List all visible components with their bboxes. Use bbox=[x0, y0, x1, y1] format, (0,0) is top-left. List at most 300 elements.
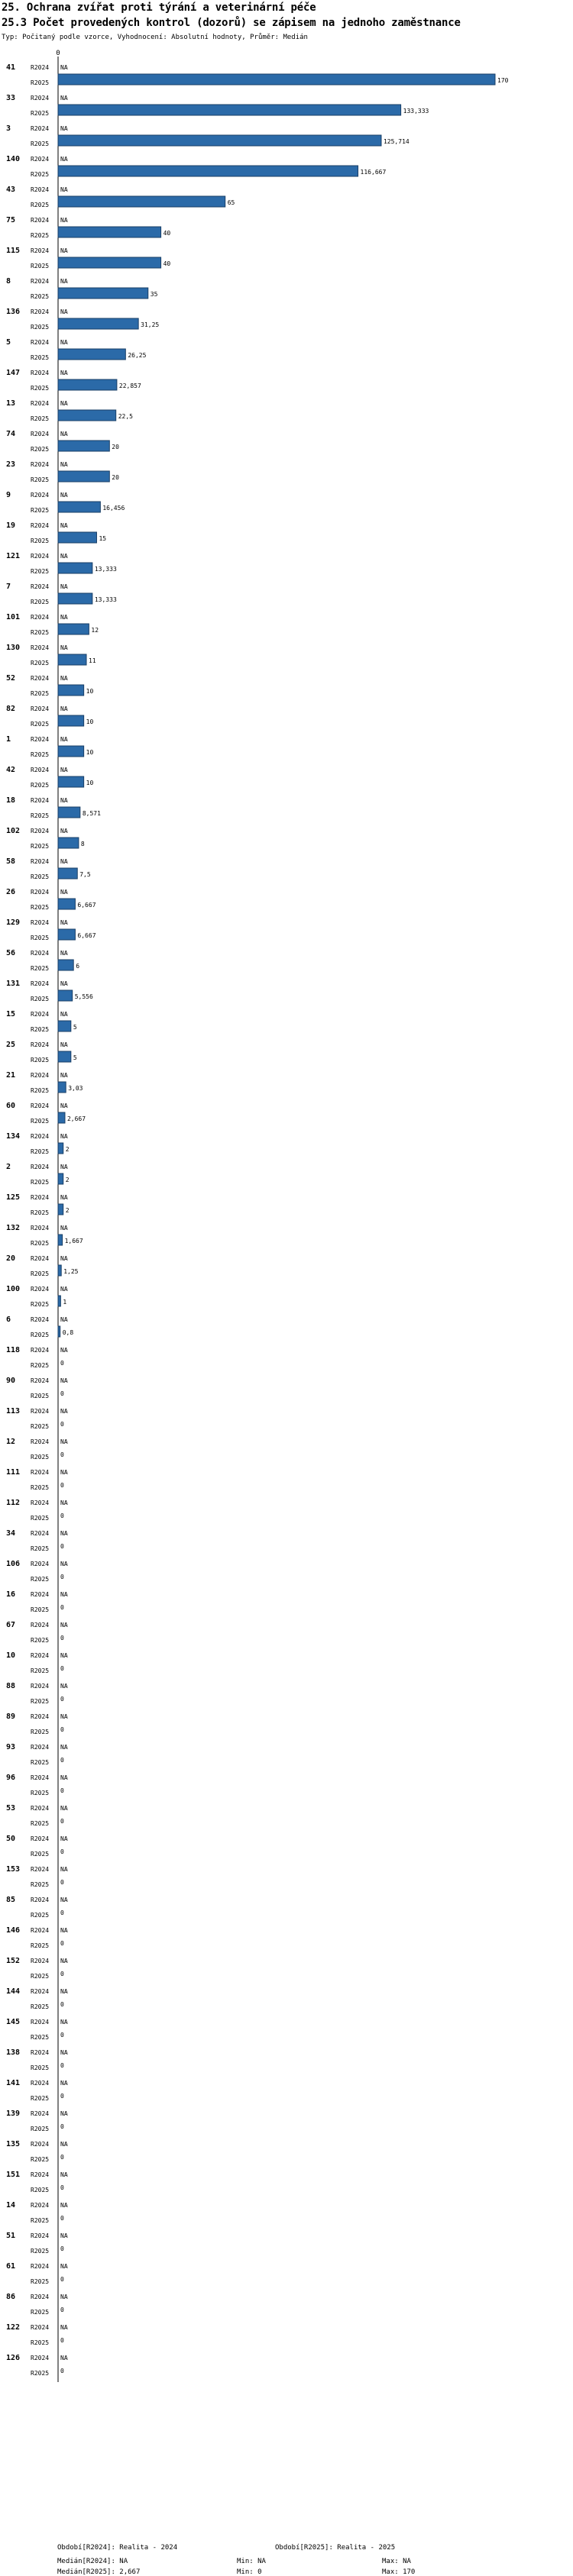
bar-r2025 bbox=[58, 776, 84, 787]
series-label-r2025: R2025 bbox=[31, 1057, 50, 1064]
series-label-r2024: R2024 bbox=[31, 1438, 50, 1445]
category-label: 33 bbox=[6, 94, 16, 102]
value-label-r2024: NA bbox=[60, 553, 68, 560]
footer-min-2024: Min: NA bbox=[237, 2558, 266, 2565]
bar-r2025 bbox=[58, 1265, 61, 1276]
series-label-r2024: R2024 bbox=[31, 2110, 50, 2117]
value-label-r2025: 0 bbox=[60, 1635, 64, 1641]
series-label-r2024: R2024 bbox=[31, 828, 50, 834]
category-label: 152 bbox=[6, 1957, 21, 1965]
bar-r2025 bbox=[58, 1326, 60, 1337]
series-label-r2025: R2025 bbox=[31, 354, 50, 361]
value-label-r2024: NA bbox=[60, 339, 68, 346]
bar-r2025 bbox=[58, 1204, 63, 1215]
category-label: 2 bbox=[6, 1163, 11, 1171]
category-label: 52 bbox=[6, 674, 16, 683]
bar-r2025 bbox=[58, 1143, 63, 1154]
value-label-r2024: NA bbox=[60, 1011, 68, 1018]
bar-r2025 bbox=[58, 654, 86, 665]
value-label-r2024: NA bbox=[60, 705, 68, 712]
value-label-r2024: NA bbox=[60, 1072, 68, 1079]
value-label-r2025: 0 bbox=[60, 1848, 64, 1855]
series-label-r2024: R2024 bbox=[31, 705, 50, 712]
category-label: 144 bbox=[6, 1987, 21, 1996]
category-label: 93 bbox=[6, 1743, 16, 1751]
bar-r2025 bbox=[58, 1021, 71, 1031]
value-label-r2025: 0 bbox=[60, 1726, 64, 1733]
value-label-r2024: NA bbox=[60, 1408, 68, 1415]
value-label-r2024: NA bbox=[60, 400, 68, 407]
value-label-r2024: NA bbox=[60, 1988, 68, 1995]
value-label-r2025: 0,8 bbox=[62, 1329, 74, 1336]
value-label-r2024: NA bbox=[60, 1469, 68, 1476]
series-label-r2024: R2024 bbox=[31, 2232, 50, 2239]
bar-r2025 bbox=[58, 74, 495, 85]
value-label-r2024: NA bbox=[60, 1652, 68, 1659]
value-label-r2025: 6,667 bbox=[77, 932, 96, 939]
value-label-r2024: NA bbox=[60, 583, 68, 590]
value-label-r2025: 0 bbox=[60, 2368, 64, 2374]
value-label-r2025: 0 bbox=[60, 1665, 64, 1672]
chart-title: 25. Ochrana zvířat proti týrání a veterinární péče bbox=[2, 2, 316, 14]
category-label: 60 bbox=[6, 1102, 16, 1110]
value-label-r2024: NA bbox=[60, 156, 68, 163]
value-label-r2025: 10 bbox=[86, 718, 94, 725]
category-label: 122 bbox=[6, 2323, 21, 2332]
series-label-r2025: R2025 bbox=[31, 232, 50, 239]
value-label-r2024: NA bbox=[60, 2141, 68, 2148]
value-label-r2025: 0 bbox=[60, 1421, 64, 1428]
series-label-r2025: R2025 bbox=[31, 690, 50, 697]
series-label-r2025: R2025 bbox=[31, 1576, 50, 1583]
series-label-r2024: R2024 bbox=[31, 889, 50, 896]
category-label: 82 bbox=[6, 705, 16, 713]
value-label-r2025: 40 bbox=[163, 260, 171, 267]
category-label: 90 bbox=[6, 1377, 16, 1385]
series-label-r2024: R2024 bbox=[31, 461, 50, 468]
category-label: 20 bbox=[6, 1254, 16, 1263]
category-label: 112 bbox=[6, 1499, 21, 1507]
value-label-r2025: 2 bbox=[65, 1146, 70, 1153]
series-label-r2024: R2024 bbox=[31, 95, 50, 102]
category-label: 132 bbox=[6, 1224, 21, 1232]
bar-r2025 bbox=[58, 960, 73, 970]
series-label-r2025: R2025 bbox=[31, 1759, 50, 1766]
value-label-r2024: NA bbox=[60, 1622, 68, 1629]
value-label-r2024: NA bbox=[60, 950, 68, 957]
value-label-r2024: NA bbox=[60, 1194, 68, 1201]
bar-r2025 bbox=[58, 1112, 65, 1123]
series-label-r2025: R2025 bbox=[31, 1454, 50, 1461]
series-label-r2025: R2025 bbox=[31, 2034, 50, 2041]
category-label: 134 bbox=[6, 1132, 21, 1141]
category-label: 75 bbox=[6, 216, 16, 224]
series-label-r2025: R2025 bbox=[31, 2278, 50, 2285]
category-label: 56 bbox=[6, 949, 16, 957]
series-label-r2024: R2024 bbox=[31, 980, 50, 987]
value-label-r2024: NA bbox=[60, 614, 68, 621]
bar-r2025 bbox=[58, 288, 148, 299]
value-label-r2024: NA bbox=[60, 1041, 68, 1048]
category-label: 12 bbox=[6, 1438, 16, 1446]
category-label: 131 bbox=[6, 980, 21, 988]
series-label-r2025: R2025 bbox=[31, 2187, 50, 2193]
series-label-r2024: R2024 bbox=[31, 1530, 50, 1537]
bar-r2025 bbox=[58, 471, 109, 482]
value-label-r2025: 0 bbox=[60, 1574, 64, 1580]
category-label: 50 bbox=[6, 1835, 16, 1843]
series-label-r2024: R2024 bbox=[31, 1316, 50, 1323]
series-label-r2024: R2024 bbox=[31, 1927, 50, 1934]
series-label-r2025: R2025 bbox=[31, 1606, 50, 1613]
category-label: 14 bbox=[6, 2201, 16, 2210]
series-label-r2024: R2024 bbox=[31, 308, 50, 315]
value-label-r2024: NA bbox=[60, 858, 68, 865]
series-label-r2025: R2025 bbox=[31, 2156, 50, 2163]
value-label-r2024: NA bbox=[60, 186, 68, 193]
series-label-r2025: R2025 bbox=[31, 965, 50, 972]
bar-r2025 bbox=[58, 1296, 60, 1306]
value-label-r2024: NA bbox=[60, 2019, 68, 2026]
series-label-r2025: R2025 bbox=[31, 1026, 50, 1033]
series-label-r2025: R2025 bbox=[31, 2248, 50, 2255]
series-label-r2024: R2024 bbox=[31, 1194, 50, 1201]
value-label-r2025: 0 bbox=[60, 2276, 64, 2283]
series-label-r2024: R2024 bbox=[31, 1652, 50, 1659]
series-label-r2025: R2025 bbox=[31, 2370, 50, 2377]
series-label-r2025: R2025 bbox=[31, 537, 50, 544]
category-label: 151 bbox=[6, 2171, 21, 2179]
category-label: 141 bbox=[6, 2079, 21, 2087]
series-label-r2025: R2025 bbox=[31, 293, 50, 300]
series-label-r2024: R2024 bbox=[31, 217, 50, 224]
value-label-r2024: NA bbox=[60, 1866, 68, 1873]
value-label-r2024: NA bbox=[60, 370, 68, 376]
value-label-r2024: NA bbox=[60, 2080, 68, 2087]
series-label-r2024: R2024 bbox=[31, 431, 50, 437]
series-label-r2024: R2024 bbox=[31, 1622, 50, 1629]
series-label-r2024: R2024 bbox=[31, 492, 50, 499]
value-label-r2025: 0 bbox=[60, 2093, 64, 2100]
category-label: 18 bbox=[6, 796, 16, 805]
bar-r2025 bbox=[58, 563, 92, 573]
series-label-r2025: R2025 bbox=[31, 1637, 50, 1644]
value-label-r2024: NA bbox=[60, 125, 68, 132]
series-label-r2025: R2025 bbox=[31, 812, 50, 819]
category-label: 21 bbox=[6, 1071, 16, 1080]
value-label-r2025: 2 bbox=[65, 1207, 70, 1214]
value-label-r2024: NA bbox=[60, 736, 68, 743]
value-label-r2025: 15 bbox=[99, 535, 107, 542]
value-label-r2024: NA bbox=[60, 2202, 68, 2209]
series-label-r2024: R2024 bbox=[31, 370, 50, 376]
bar-r2025 bbox=[58, 105, 401, 115]
series-label-r2024: R2024 bbox=[31, 797, 50, 804]
value-label-r2025: 10 bbox=[86, 749, 94, 756]
series-label-r2024: R2024 bbox=[31, 2049, 50, 2056]
series-label-r2025: R2025 bbox=[31, 2003, 50, 2010]
bar-r2025 bbox=[58, 1173, 63, 1184]
footer-min-2025: Min: 0 bbox=[237, 2568, 262, 2576]
value-label-r2025: 0 bbox=[60, 1971, 64, 1977]
category-label: 53 bbox=[6, 1804, 16, 1813]
series-label-r2025: R2025 bbox=[31, 1973, 50, 1980]
series-label-r2025: R2025 bbox=[31, 171, 50, 178]
bar-r2025 bbox=[58, 196, 225, 207]
category-label: 6 bbox=[6, 1315, 11, 1324]
category-label: 129 bbox=[6, 918, 21, 927]
value-label-r2025: 22,857 bbox=[118, 383, 141, 389]
value-label-r2025: 0 bbox=[60, 2245, 64, 2252]
category-label: 61 bbox=[6, 2262, 16, 2271]
value-label-r2024: NA bbox=[60, 644, 68, 651]
category-label: 34 bbox=[6, 1529, 16, 1538]
series-label-r2024: R2024 bbox=[31, 339, 50, 346]
bar-r2025 bbox=[58, 135, 381, 146]
bar-r2025 bbox=[58, 1235, 63, 1245]
value-label-r2025: 0 bbox=[60, 1909, 64, 1916]
value-label-r2024: NA bbox=[60, 2049, 68, 2056]
series-label-r2024: R2024 bbox=[31, 2294, 50, 2300]
series-label-r2025: R2025 bbox=[31, 2064, 50, 2071]
series-label-r2025: R2025 bbox=[31, 446, 50, 453]
bar-r2025 bbox=[58, 838, 79, 848]
bar-r2025 bbox=[58, 379, 117, 390]
category-label: 145 bbox=[6, 2018, 21, 2026]
bar-r2025 bbox=[58, 166, 358, 176]
bar-r2025 bbox=[58, 441, 109, 451]
series-label-r2024: R2024 bbox=[31, 1499, 50, 1506]
value-label-r2024: NA bbox=[60, 247, 68, 254]
series-label-r2024: R2024 bbox=[31, 186, 50, 193]
footer-median-2024: Medián[R2024]: NA bbox=[57, 2558, 128, 2565]
value-label-r2025: 0 bbox=[60, 1451, 64, 1458]
value-label-r2024: NA bbox=[60, 675, 68, 682]
value-label-r2025: 5,556 bbox=[74, 993, 93, 1000]
series-label-r2024: R2024 bbox=[31, 1164, 50, 1170]
series-label-r2025: R2025 bbox=[31, 263, 50, 270]
value-label-r2024: NA bbox=[60, 1591, 68, 1598]
value-label-r2025: 7,5 bbox=[79, 871, 91, 878]
series-label-r2024: R2024 bbox=[31, 736, 50, 743]
series-label-r2025: R2025 bbox=[31, 1484, 50, 1491]
category-label: 136 bbox=[6, 308, 21, 316]
value-label-r2024: NA bbox=[60, 1835, 68, 1842]
category-label: 125 bbox=[6, 1193, 21, 1202]
series-label-r2025: R2025 bbox=[31, 2217, 50, 2224]
x-axis-tick-label: 0 bbox=[56, 50, 60, 57]
value-label-r2025: 0 bbox=[60, 2215, 64, 2222]
bar-r2025 bbox=[58, 929, 75, 940]
value-label-r2025: 16,456 bbox=[102, 505, 125, 512]
value-label-r2025: 1 bbox=[63, 1299, 67, 1306]
series-label-r2025: R2025 bbox=[31, 721, 50, 728]
category-label: 85 bbox=[6, 1896, 16, 1904]
value-label-r2024: NA bbox=[60, 2171, 68, 2178]
series-label-r2025: R2025 bbox=[31, 1270, 50, 1277]
series-label-r2024: R2024 bbox=[31, 156, 50, 163]
value-label-r2025: 8 bbox=[80, 841, 85, 847]
series-label-r2024: R2024 bbox=[31, 1225, 50, 1232]
series-label-r2025: R2025 bbox=[31, 1790, 50, 1796]
category-label: 16 bbox=[6, 1590, 16, 1599]
category-label: 25 bbox=[6, 1041, 16, 1049]
series-label-r2024: R2024 bbox=[31, 2171, 50, 2178]
value-label-r2024: NA bbox=[60, 64, 68, 71]
category-label: 67 bbox=[6, 1621, 16, 1629]
category-label: 138 bbox=[6, 2048, 21, 2057]
value-label-r2024: NA bbox=[60, 1683, 68, 1690]
category-label: 115 bbox=[6, 247, 21, 255]
series-label-r2025: R2025 bbox=[31, 1820, 50, 1827]
value-label-r2024: NA bbox=[60, 1896, 68, 1903]
series-label-r2025: R2025 bbox=[31, 1423, 50, 1430]
category-label: 88 bbox=[6, 1682, 16, 1690]
series-label-r2025: R2025 bbox=[31, 873, 50, 880]
series-label-r2025: R2025 bbox=[31, 1148, 50, 1155]
series-label-r2025: R2025 bbox=[31, 1851, 50, 1858]
category-label: 96 bbox=[6, 1774, 16, 1782]
series-label-r2025: R2025 bbox=[31, 660, 50, 667]
series-label-r2025: R2025 bbox=[31, 1393, 50, 1399]
series-label-r2025: R2025 bbox=[31, 1698, 50, 1705]
value-label-r2025: 0 bbox=[60, 2184, 64, 2191]
value-label-r2025: 0 bbox=[60, 2032, 64, 2039]
chart-subtitle: 25.3 Počet provedených kontrol (dozorů) se zápisem na jednoho zaměstnance bbox=[2, 17, 461, 29]
series-label-r2024: R2024 bbox=[31, 1408, 50, 1415]
value-label-r2025: 3,03 bbox=[68, 1085, 83, 1092]
series-label-r2025: R2025 bbox=[31, 79, 50, 86]
value-label-r2024: NA bbox=[60, 980, 68, 987]
value-label-r2025: 13,333 bbox=[94, 596, 117, 603]
category-label: 106 bbox=[6, 1560, 21, 1568]
value-label-r2025: 26,25 bbox=[128, 352, 147, 359]
value-label-r2025: 1,667 bbox=[64, 1238, 83, 1244]
series-label-r2024: R2024 bbox=[31, 1713, 50, 1720]
series-label-r2025: R2025 bbox=[31, 507, 50, 514]
value-label-r2025: 1,25 bbox=[63, 1268, 79, 1275]
series-label-r2024: R2024 bbox=[31, 1958, 50, 1964]
series-label-r2024: R2024 bbox=[31, 522, 50, 529]
category-label: 13 bbox=[6, 399, 16, 408]
bar-r2025 bbox=[58, 868, 77, 879]
value-label-r2024: NA bbox=[60, 1744, 68, 1751]
value-label-r2025: 8,571 bbox=[82, 810, 101, 817]
series-label-r2025: R2025 bbox=[31, 202, 50, 208]
value-label-r2025: 5 bbox=[73, 1024, 77, 1031]
category-label: 74 bbox=[6, 430, 16, 438]
bar-r2025 bbox=[58, 899, 75, 909]
series-label-r2025: R2025 bbox=[31, 1667, 50, 1674]
value-label-r2025: 22,5 bbox=[118, 413, 133, 420]
value-label-r2024: NA bbox=[60, 1164, 68, 1170]
value-label-r2025: 0 bbox=[60, 1604, 64, 1611]
value-label-r2025: 10 bbox=[86, 780, 94, 786]
value-label-r2024: NA bbox=[60, 1927, 68, 1934]
series-label-r2025: R2025 bbox=[31, 1301, 50, 1308]
value-label-r2024: NA bbox=[60, 767, 68, 773]
series-label-r2024: R2024 bbox=[31, 1286, 50, 1293]
series-label-r2025: R2025 bbox=[31, 110, 50, 117]
series-label-r2024: R2024 bbox=[31, 1683, 50, 1690]
value-label-r2024: NA bbox=[60, 1713, 68, 1720]
bar-r2025 bbox=[58, 1082, 66, 1093]
bar-r2025 bbox=[58, 349, 125, 360]
value-label-r2025: 133,333 bbox=[403, 108, 429, 115]
bar-r2025 bbox=[58, 624, 89, 634]
value-label-r2025: 0 bbox=[60, 1787, 64, 1794]
category-label: 51 bbox=[6, 2232, 16, 2240]
value-label-r2025: 0 bbox=[60, 1879, 64, 1886]
value-label-r2024: NA bbox=[60, 2232, 68, 2239]
series-label-r2024: R2024 bbox=[31, 858, 50, 865]
bar-r2025 bbox=[58, 410, 116, 421]
value-label-r2025: 0 bbox=[60, 2001, 64, 2008]
bar-r2025 bbox=[58, 257, 161, 268]
series-label-r2024: R2024 bbox=[31, 278, 50, 285]
value-label-r2025: 6,667 bbox=[77, 902, 96, 909]
category-label: 15 bbox=[6, 1010, 16, 1018]
value-label-r2024: NA bbox=[60, 1774, 68, 1781]
value-label-r2024: NA bbox=[60, 2294, 68, 2300]
series-label-r2024: R2024 bbox=[31, 614, 50, 621]
category-label: 23 bbox=[6, 460, 16, 469]
value-label-r2025: 0 bbox=[60, 1482, 64, 1489]
value-label-r2025: 31,25 bbox=[141, 321, 160, 328]
series-label-r2025: R2025 bbox=[31, 782, 50, 789]
series-label-r2024: R2024 bbox=[31, 2324, 50, 2331]
series-label-r2025: R2025 bbox=[31, 996, 50, 1002]
footer-max-2025: Max: 170 bbox=[382, 2568, 416, 2576]
value-label-r2025: 0 bbox=[60, 2123, 64, 2130]
value-label-r2025: 0 bbox=[60, 1940, 64, 1947]
series-label-r2025: R2025 bbox=[31, 2339, 50, 2346]
category-label: 146 bbox=[6, 1926, 21, 1935]
value-label-r2024: NA bbox=[60, 1958, 68, 1964]
value-label-r2024: NA bbox=[60, 461, 68, 468]
series-label-r2025: R2025 bbox=[31, 568, 50, 575]
category-label: 58 bbox=[6, 857, 16, 866]
series-label-r2025: R2025 bbox=[31, 1240, 50, 1247]
value-label-r2024: NA bbox=[60, 431, 68, 437]
category-label: 43 bbox=[6, 186, 16, 194]
value-label-r2024: NA bbox=[60, 828, 68, 834]
bar-r2025 bbox=[58, 715, 84, 726]
value-label-r2024: NA bbox=[60, 308, 68, 315]
series-label-r2024: R2024 bbox=[31, 2263, 50, 2270]
series-label-r2025: R2025 bbox=[31, 140, 50, 147]
series-label-r2025: R2025 bbox=[31, 2126, 50, 2132]
series-label-r2024: R2024 bbox=[31, 1133, 50, 1140]
value-label-r2024: NA bbox=[60, 1255, 68, 1262]
value-label-r2024: NA bbox=[60, 1316, 68, 1323]
series-label-r2024: R2024 bbox=[31, 125, 50, 132]
series-label-r2025: R2025 bbox=[31, 1118, 50, 1125]
value-label-r2025: 11 bbox=[89, 657, 96, 664]
value-label-r2025: 65 bbox=[227, 199, 235, 206]
value-label-r2025: 0 bbox=[60, 1543, 64, 1550]
value-label-r2025: 13,333 bbox=[94, 566, 117, 573]
series-label-r2025: R2025 bbox=[31, 1362, 50, 1369]
series-label-r2024: R2024 bbox=[31, 2202, 50, 2209]
value-label-r2024: NA bbox=[60, 2324, 68, 2331]
footer-median-2025: Medián[R2025]: 2,667 bbox=[57, 2568, 141, 2576]
series-label-r2025: R2025 bbox=[31, 904, 50, 911]
series-label-r2025: R2025 bbox=[31, 751, 50, 758]
category-label: 140 bbox=[6, 155, 21, 163]
series-label-r2024: R2024 bbox=[31, 675, 50, 682]
bar-r2025 bbox=[58, 502, 100, 512]
